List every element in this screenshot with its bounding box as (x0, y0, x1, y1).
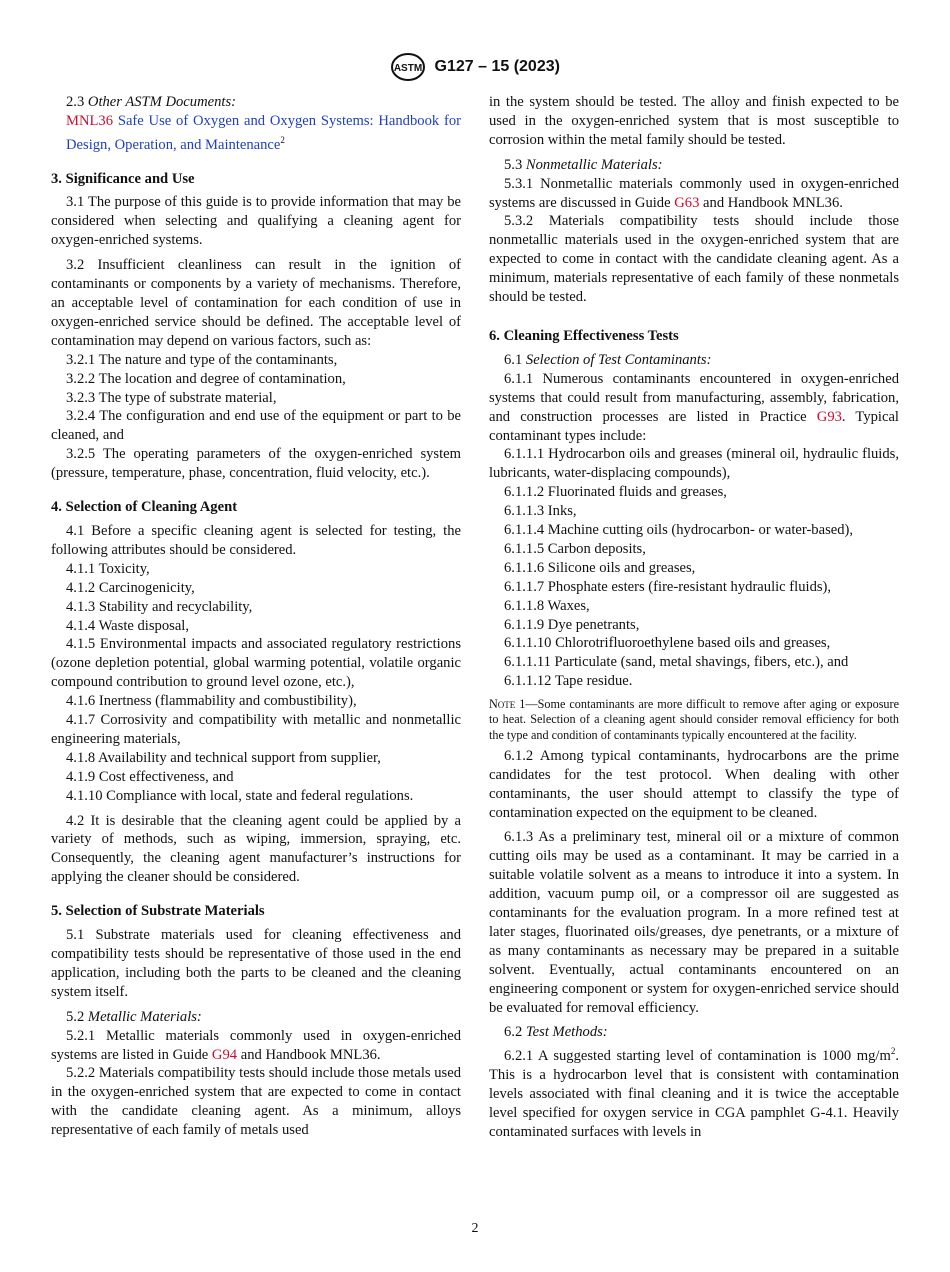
para-5-2-2: 5.2.2 Materials compatibility tests should include those metals used in the oxygen-enriched system that are expected to come in contact with the candidate cleaning agent. As a minimum, alloys representative of each family of metals used (51, 1065, 461, 1139)
para-6-1-1-5: 6.1.1.5 Carbon deposits, (504, 540, 646, 557)
para-3-1: 3.1 The purpose of this guide is to provide information that may be considered when selecting and qualifying a cleaning agent for oxygen-enriched systems. (51, 194, 461, 249)
para-4-1-4: 4.1.4 Waste disposal, (66, 617, 189, 634)
g94-link[interactable]: G94 (211, 1046, 238, 1063)
para-4-1-3: 4.1.3 Stability and recyclability, (66, 598, 253, 615)
note-label: Note 1 (489, 697, 526, 712)
para-5-1: 5.1 Substrate materials used for cleaning effectiveness and compatibility tests should be representative of those used in the end application, including both the parts to be cleaned and the cleaning system itself. (51, 927, 461, 1000)
para-3-2-5: 3.2.5 The operating parameters of the oxygen-enriched system (pressure, temperature, phase, concentration, fluid velocity, etc.). (51, 446, 461, 482)
para-6-1-1-6: 6.1.1.6 Silicone oils and greases, (504, 559, 696, 576)
right-column (489, 93, 899, 1142)
g93-link[interactable]: G93 (816, 408, 842, 425)
designation: G127 – 15 (2023) (434, 58, 560, 75)
mnl36-title-link[interactable]: Safe Use of Oxygen and Oxygen Systems: Handbook for Design, Operation, and Maintenance (66, 112, 461, 153)
para-4-1-8: 4.1.8 Availability and technical support from supplier, (66, 749, 381, 766)
para-6-1-1-9: 6.1.1.9 Dye penetrants, (504, 616, 640, 633)
para-3-2-3: 3.2.3 The type of substrate material, (66, 389, 277, 406)
para-6-1-1-2: 6.1.1.2 Fluorinated fluids and greases, (504, 484, 727, 501)
para-6-1-1-1: 6.1.1.1 Hydrocarbon oils and greases (mineral oil, hydraulic fluids, lubricants, water-displacing compounds), (489, 446, 899, 482)
para-3-2-1: 3.2.1 The nature and type of the contaminants, (66, 351, 338, 368)
para-6-1-1-3: 6.1.1.3 Inks, (504, 503, 577, 520)
para-6-1-1-12: 6.1.1.12 Tape residue. (504, 673, 633, 690)
heading-section-6: 6. Cleaning Effectiveness Tests (489, 327, 679, 344)
para-5-3-2: 5.3.2 Materials compatibility tests should include those nonmetallic materials used in the oxygen-enriched system that are expected to come in contact with the candidate cleaning agent. As a minimum, materials representative of each family of these nonmetals should be tested. (489, 213, 899, 306)
para-5-3-1: 5.3.1 Nonmetallic materials commonly used in oxygen-enriched systems are discussed in Guide G63 and Handbook MNL36. (489, 175, 899, 211)
para-6-1-1: 6.1.1 Numerous contaminants encountered in oxygen-enriched systems that could result from manufacturing, assembly, fabrication, and construction processes are listed in Practice G93. Typical contaminant types include: (489, 370, 899, 444)
heading-section-3: 3. Significance and Use (51, 170, 195, 187)
para-5-2-1: 5.2.1 Metallic materials commonly used in oxygen-enriched systems are listed in Guide G94 and Handbook MNL36. (51, 1027, 461, 1063)
heading-section-5: 5. Selection of Substrate Materials (51, 903, 265, 920)
para-6-2: 6.2 Test Methods: (504, 1024, 608, 1041)
para-6-2-1: 6.2.1 A suggested starting level of contamination is 1000 $mg/m^2$. This is a hydrocarbon level that is consistent with contamination levels associated with final cleaning and it is twice the acceptable level specified for oxygen service in CGA pamphlet G-4.1. Heavily contaminated surfaces with levels in (489, 1046, 899, 1140)
page-header (0, 52, 950, 82)
heading-section-4: 4. Selection of Cleaning Agent (51, 499, 238, 516)
para-4-1-6: 4.1.6 Inertness (flammability and combustibility), (66, 693, 357, 710)
para-6-1-1-11: 6.1.1.11 Particulate (sand, metal shavings, fibers, etc.), and (504, 654, 849, 671)
section-2-3: 2.3 Other ASTM Documents: (66, 94, 236, 110)
para-5-2-2-cont: in the system should be tested. The alloy and finish expected to be used in the oxygen-enriched system that is most susceptible to corrosion within the metal family should be tested. (489, 94, 899, 148)
para-4-1: 4.1 Before a specific cleaning agent is selected for testing, the following attributes should be considered. (51, 522, 461, 558)
para-6-1-2: 6.1.2 Among typical contaminants, hydrocarbons are the prime candidates for the test protocol. When dealing with other contaminants, the user should attempt to classify the type of contamination expected on the equipment to be cleaned. (489, 747, 899, 821)
para-4-1-10: 4.1.10 Compliance with local, state and federal regulations. (66, 787, 414, 804)
para-6-1-1-8: 6.1.1.8 Waxes, (504, 597, 590, 614)
note-1: Note 1—Some contaminants are more difficult to remove after aging or exposure to heat. Selection of a cleaning agent should consider removal efficiency for both the type and condition of contaminants typically encountered at the facility. (489, 697, 899, 742)
left-column (51, 93, 461, 1140)
para-5-3: 5.3 Nonmetallic Materials: (504, 156, 663, 173)
para-6-1-1-10: 6.1.1.10 Chlorotrifluoroethylene based oils and greases, (504, 635, 831, 652)
para-6-1-1-7: 6.1.1.7 Phosphate esters (fire-resistant hydraulic fluids), (504, 578, 832, 595)
page-number: 2 (471, 1221, 479, 1236)
para-6-1: 6.1 Selection of Test Contaminants: (504, 351, 712, 368)
reference-mnl36: MNL36 Safe Use of Oxygen and Oxygen Systems: Handbook for Design, Operation, and Maintenance$^2$ (66, 112, 461, 153)
astm-logo-icon (390, 52, 426, 82)
para-6-1-1-4: 6.1.1.4 Machine cutting oils (hydrocarbon- or water-based), (504, 522, 854, 539)
mnl36-link[interactable]: MNL36 (66, 112, 114, 129)
para-4-1-2: 4.1.2 Carcinogenicity, (66, 579, 195, 596)
para-4-1-7: 4.1.7 Corrosivity and compatibility with metallic and nonmetallic engineering materials, (51, 712, 461, 747)
para-3-2-2: 3.2.2 The location and degree of contamination, (66, 370, 346, 387)
para-4-2: 4.2 It is desirable that the cleaning agent could be applied by a variety of methods, such as wiping, immersion, spraying, etc. Consequently, the cleaning agent manufacturer’s instructions for applying the cleaner should be considered. (51, 812, 461, 886)
g63-link[interactable]: G63 (674, 194, 700, 211)
para-4-1-9: 4.1.9 Cost effectiveness, and (66, 768, 234, 785)
para-6-1-3: 6.1.3 As a preliminary test, mineral oil or a mixture of common cutting oils may be used as a contaminant. It may be carried in a suitable volatile solvent as a means to introduce it into a system. In addition, vacuum pump oil, or a compressor oil are suggested as contaminants for the evaluation program. In a more refined test at later stages, fluorinated oils/greases, dye penetrants, or a mixture of as many contaminants as necessary may be prepared in a suitable solvent. Eventually, actual contaminants encountered on an engineering component or system for oxygen-enriched service should be evaluated for removal efficiency. (489, 829, 899, 1016)
svg-text:ASTM: ASTM (393, 63, 423, 74)
para-4-1-1: 4.1.1 Toxicity, (66, 560, 150, 577)
para-5-2: 5.2 Metallic Materials: (66, 1008, 202, 1025)
para-3-2-4: 3.2.4 The configuration and end use of the equipment or part to be cleaned, and (51, 408, 461, 444)
para-3-2: 3.2 Insufficient cleanliness can result in the ignition of contaminants or components by a variety of mechanisms. Therefore, an acceptable level of contamination for each condition of use in oxygen-enriched service should be defined. The acceptable level of contamination may depend on various factors, such as: (51, 257, 461, 349)
para-4-1-5: 4.1.5 Environmental impacts and associated regulatory restrictions (ozone depletion potential, global warming potential, volatile organic compound contribution to ground level ozone, etc.), (51, 636, 461, 691)
